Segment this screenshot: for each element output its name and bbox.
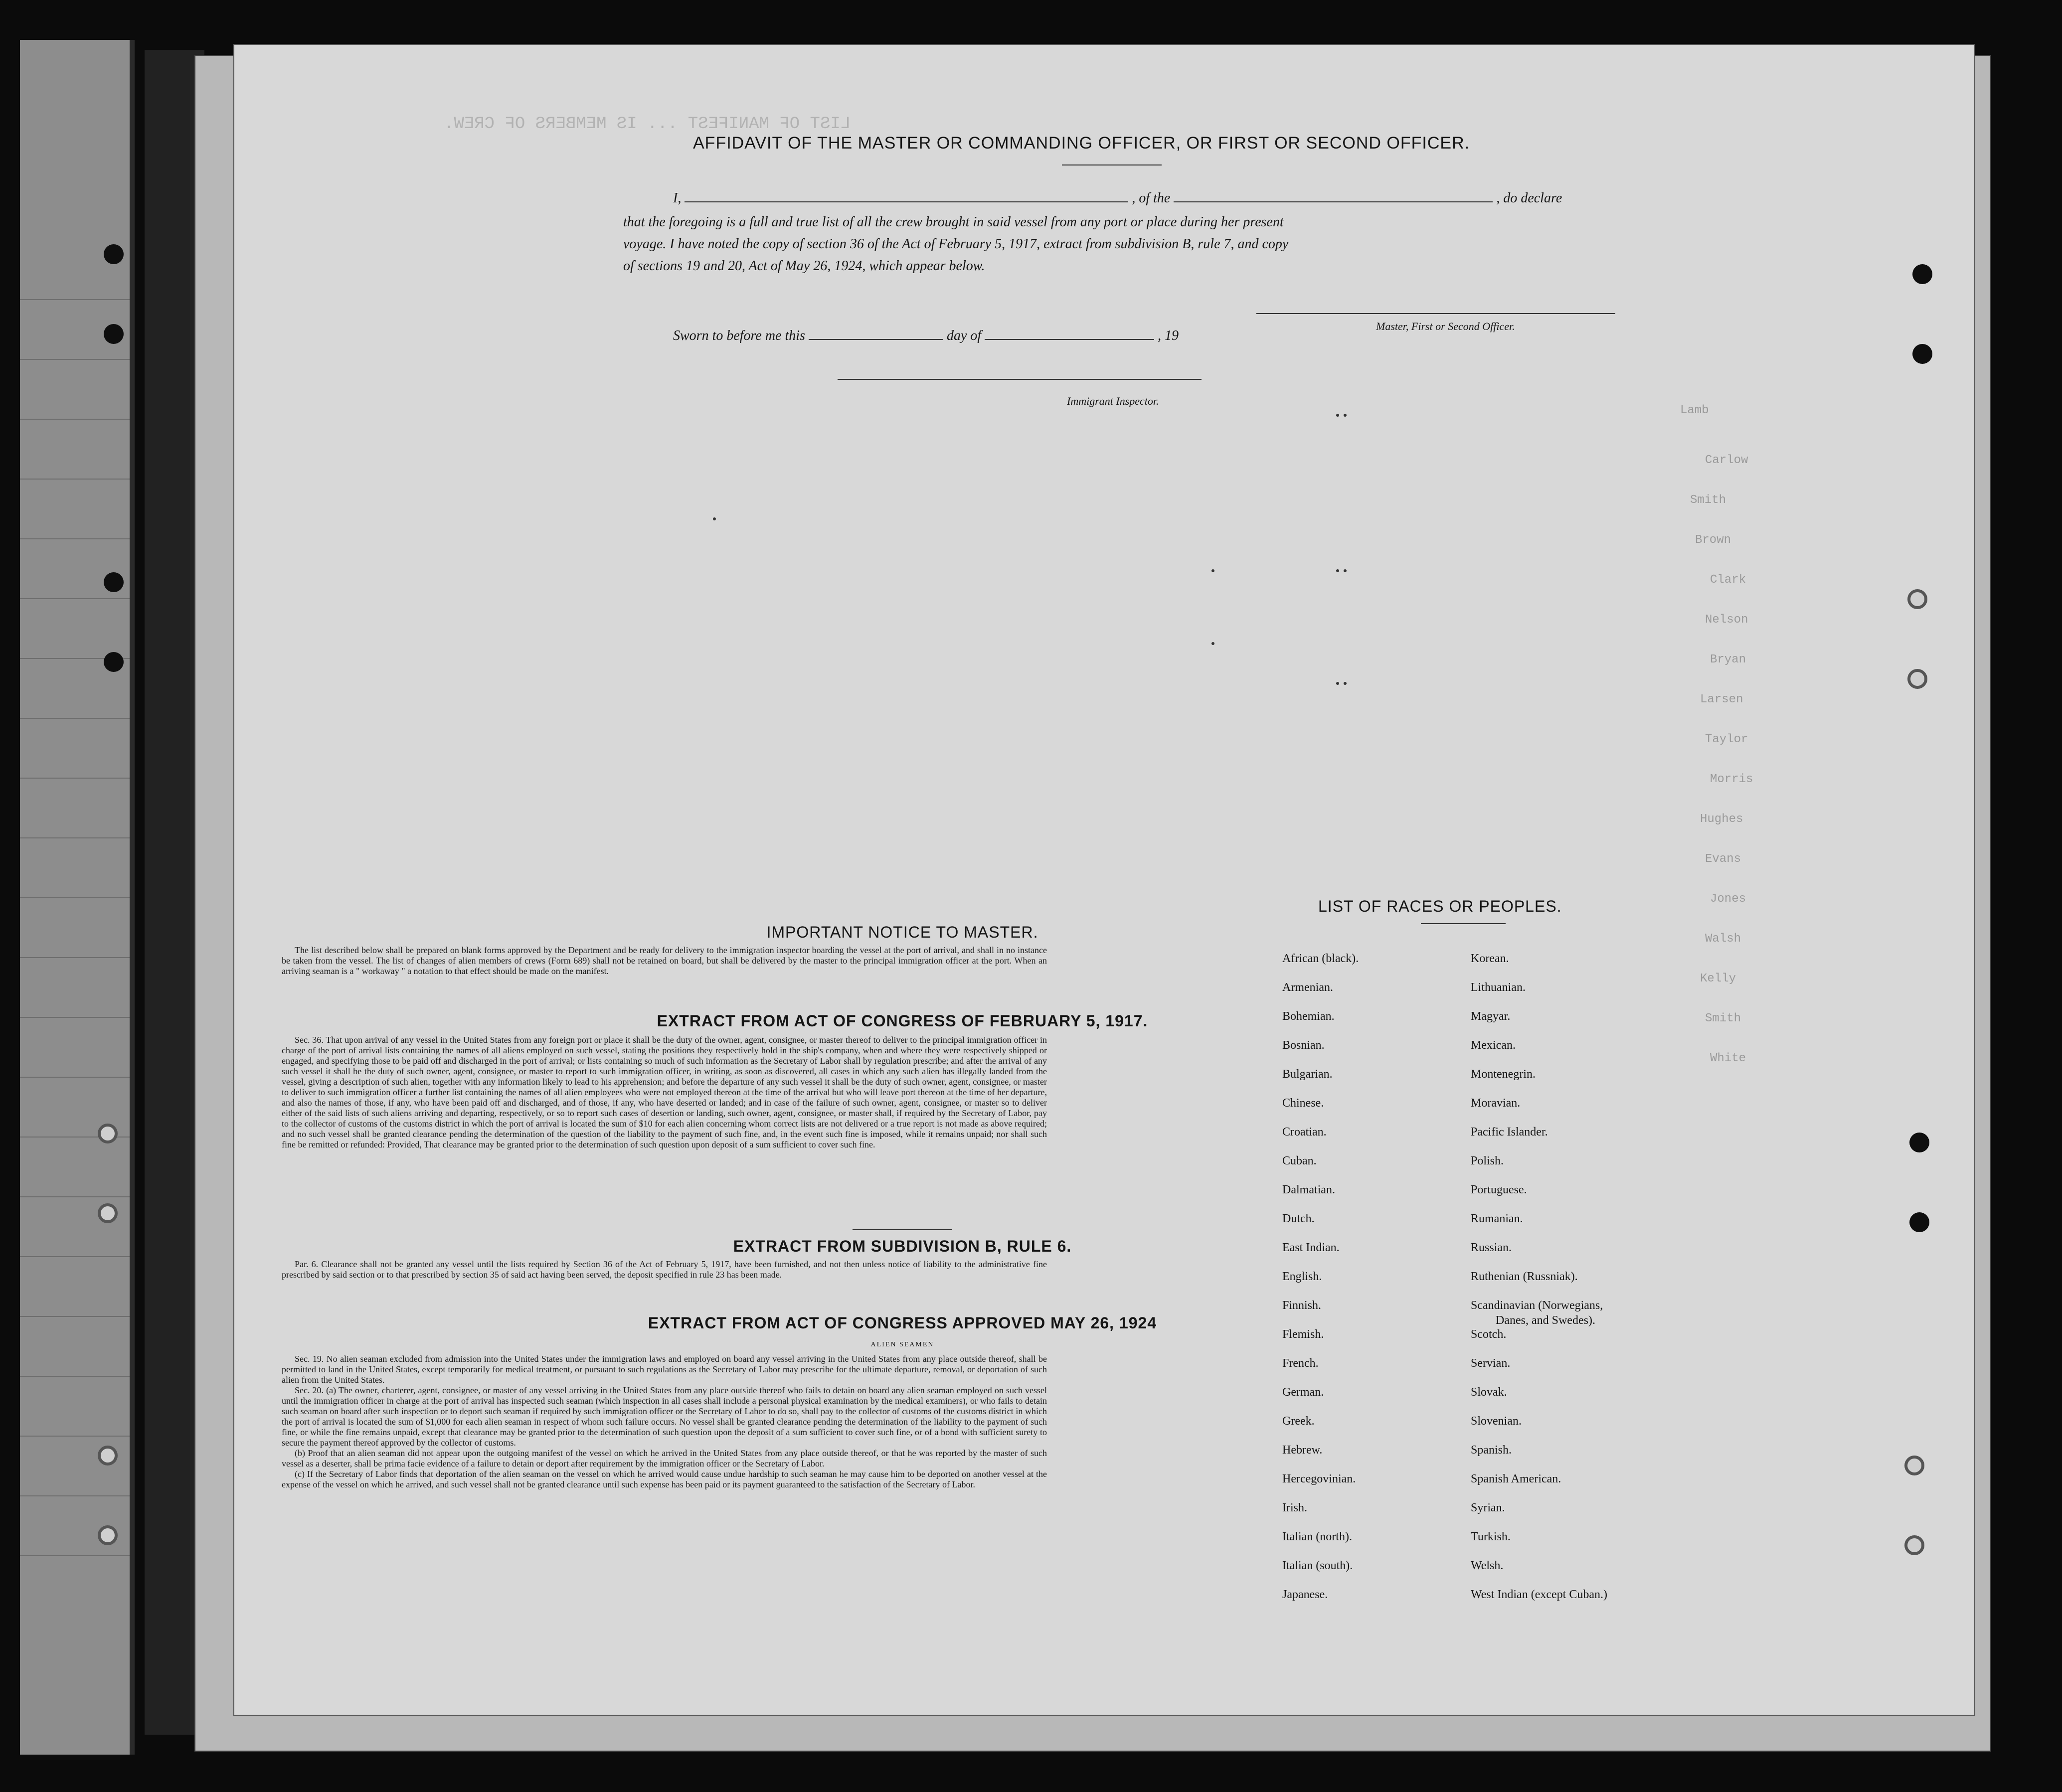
- extract-1924-subtitle: ALIEN SEAMEN: [870, 1341, 934, 1348]
- binder-hole: [98, 1446, 118, 1466]
- section-rule: [853, 1229, 952, 1230]
- affidavit-i-label: I,: [673, 190, 682, 206]
- binder-hole: [1907, 669, 1927, 689]
- show-through-name: Clark: [1710, 573, 1746, 587]
- race-item: Slovenian.: [1471, 1415, 1522, 1428]
- notice-text: [282, 945, 1047, 977]
- race-item: Korean.: [1471, 952, 1509, 965]
- sworn-label: Sworn to before me this: [673, 328, 805, 343]
- binder-hole: [1909, 1133, 1929, 1152]
- race-item: Pacific Islander.: [1471, 1126, 1548, 1139]
- affidavit-of-the: , of the: [1132, 190, 1171, 206]
- races-rule: [1421, 923, 1506, 924]
- race-item: Bulgarian.: [1282, 1068, 1333, 1081]
- show-through-name: Lamb: [1680, 404, 1709, 417]
- extract-1924-title: EXTRACT FROM ACT OF CONGRESS APPROVED MAY 26, 1924: [648, 1314, 1157, 1332]
- race-item: Armenian.: [1282, 981, 1333, 994]
- binder-hole: [1912, 264, 1932, 284]
- affidavit-line-3: voyage. I have noted the copy of section 36 of the Act of February 5, 1917, extract from subdivision B, rule 7, and copy: [623, 236, 1289, 252]
- race-item: Irish.: [1282, 1501, 1307, 1514]
- race-item: Moravian.: [1471, 1097, 1521, 1110]
- affidavit-line-2: that the foregoing is a full and true list of all the crew brought in said vessel from any port or place during her present: [623, 214, 1284, 230]
- race-item: Slovak.: [1471, 1386, 1507, 1399]
- binder-hole: [1912, 344, 1932, 364]
- race-item: Syrian.: [1471, 1501, 1505, 1514]
- extract-rule6-paragraph: Par. 6. Clearance shall not be granted any vessel until the lists required by Section 36 of the Act of February 5, 1917, have been furnished, and not then unless notice of liability to the administrative fine prescribed by said section or to that prescribed by section 35 of said act having been served, the deposit specified in rule 23 has been made.: [282, 1259, 1047, 1280]
- show-through-name: Kelly: [1700, 972, 1736, 985]
- show-through-name: Larsen: [1700, 693, 1743, 706]
- race-item: Italian (south).: [1282, 1559, 1353, 1572]
- race-item: Dalmatian.: [1282, 1183, 1335, 1196]
- race-item: Scandinavian (Norwegians,: [1471, 1299, 1603, 1312]
- show-through-name: Smith: [1690, 493, 1726, 507]
- extract-rule6-text: [282, 1259, 1047, 1280]
- sworn-day-field[interactable]: [809, 328, 943, 340]
- binder-hole: [98, 1124, 118, 1143]
- race-item: Spanish.: [1471, 1444, 1512, 1457]
- extract-1917-title: EXTRACT FROM ACT OF CONGRESS OF FEBRUARY 5, 1917.: [657, 1012, 1148, 1030]
- race-item: Servian.: [1471, 1357, 1511, 1370]
- show-through-name: Taylor: [1705, 733, 1748, 746]
- binder-hole: [104, 652, 124, 672]
- master-name-field[interactable]: [685, 190, 1128, 202]
- race-item: Polish.: [1471, 1154, 1504, 1167]
- binder-hole: [1909, 1212, 1929, 1232]
- races-left-column: [1282, 952, 1359, 1617]
- race-item: English.: [1282, 1270, 1322, 1283]
- extract-rule6-title: EXTRACT FROM SUBDIVISION B, RULE 6.: [733, 1237, 1072, 1255]
- race-item: Mexican.: [1471, 1039, 1516, 1052]
- race-item: Turkish.: [1471, 1530, 1511, 1543]
- binder-hole: [104, 324, 124, 344]
- extract-1917-paragraph: Sec. 36. That upon arrival of any vessel in the United States from any foreign port or place it shall be the duty of the owner, agent, consignee, or master thereof to deliver to the principal immigration officer in charge of the port of arrival lists containing the names of all aliens employed on such vessel, stating the positions they respectively hold in the ship's company, when and where they were respectively shipped or engaged, and specifying those to be paid off and discharged in the port of arrival; or lists containing so much of such information as the Secretary of Labor shall by regulation prescribe; and after the arrival of any such vessel it shall be the duty of such owner, agent, consignee, or master to report to such immigration officer, in writing, as soon as discovered, all cases in which any such alien has illegally landed from the vessel, giving a description of such alien, together with any information likely to lead to his apprehension; and before the departure of any such vessel it shall be the duty of such owner, agent, consignee, or master to deliver to such immigration officer a further list containing the names of all alien employees who were not employed thereon at the time of the arrival but who will leave port thereon at the time of her departure, and also the names of those, if any, who have been paid off and discharged, and of those, if any, who have deserted or landed; and in case of the failure of such owner, agent, consignee, or master so to deliver either of the said lists of such aliens arriving and departing, respectively, or so to report such cases of desertion or landing, such owner, agent, consignee, or master shall, if required by the Secretary of Labor, pay to the collector of customs of the customs district in which the port of arrival is located the sum of $10 for each alien concerning whom correct lists are not delivered or a true report is not made as above required; and no such vessel shall be granted clearance pending the determination of the question of the liability to the payment of such fine, and, in the event such fine is imposed, while it remains unpaid; nor shall such fine be remitted or refunded: Provided, That clearance may be granted prior to the determination of such question upon deposit of a sum sufficient to cover such fine.: [282, 1035, 1047, 1149]
- race-item-continuation: Danes, and Swedes).: [1496, 1314, 1595, 1327]
- race-item: Scotch.: [1471, 1328, 1507, 1341]
- race-item: Magyar.: [1471, 1010, 1511, 1023]
- race-item: Lithuanian.: [1471, 981, 1526, 994]
- notice-title: IMPORTANT NOTICE TO MASTER.: [766, 923, 1038, 941]
- extract-1924-paragraph: (c) If the Secretary of Labor finds that deportation of the alien seaman on the vessel on which he arrived would cause undue hardship to such seaman he may cause him to be deported on another vessel at the expense of the vessel on which he arrived, and such vessel shall not be granted clearance until such expense has been paid or its payment guaranteed to the satisfaction of the Secretary of Labor.: [282, 1469, 1047, 1489]
- year-prefix: , 19: [1158, 328, 1179, 343]
- show-through-name: Carlow: [1705, 454, 1748, 467]
- master-signature-label: Master, First or Second Officer.: [1376, 320, 1515, 332]
- races-title: LIST OF RACES OR PEOPLES.: [1318, 897, 1562, 915]
- show-through-name: Brown: [1695, 533, 1731, 547]
- affidavit-line-4: of sections 19 and 20, Act of May 26, 1924, which appear below.: [623, 258, 985, 274]
- notice-paragraph: The list described below shall be prepared on blank forms approved by the Department and be ready for delivery to the immigration inspector boarding the vessel at the port of arrival, and shall in no instance be taken from the vessel. The list of changes of alien members of crews (Form 689) shall not be retained on board, but shall be delivered by the master to the principal immigration officer at the port. When an arriving seaman is a " workaway " a notation to that effect should be made on the manifest.: [282, 945, 1047, 976]
- sworn-line: [673, 328, 1179, 344]
- show-through-name: White: [1710, 1052, 1746, 1065]
- vessel-name-field[interactable]: [1174, 190, 1493, 202]
- race-item: African (black).: [1282, 952, 1359, 965]
- show-through-header: LIST OF MANIFEST ... IS MEMBERS OF CREW.: [444, 115, 851, 134]
- show-through-name: Nelson: [1705, 613, 1748, 627]
- race-item: Ruthenian (Russniak).: [1471, 1270, 1578, 1283]
- master-signature-line[interactable]: [1256, 313, 1615, 314]
- race-item: Montenegrin.: [1471, 1068, 1536, 1081]
- race-item: German.: [1282, 1386, 1324, 1399]
- race-item: Bohemian.: [1282, 1010, 1335, 1023]
- race-item: Welsh.: [1471, 1559, 1504, 1572]
- race-item: Hebrew.: [1282, 1444, 1323, 1457]
- race-item: Chinese.: [1282, 1097, 1324, 1110]
- race-item: Greek.: [1282, 1415, 1315, 1428]
- race-item: Rumanian.: [1471, 1212, 1523, 1225]
- race-item: Italian (north).: [1282, 1530, 1352, 1543]
- affidavit-do-declare: , do declare: [1496, 190, 1562, 206]
- extract-1924-paragraph: Sec. 20. (a) The owner, charterer, agent, consignee, or master of any vessel arriving in the United States from any place outside thereof who fails to detain on board any alien seaman employed on such vessel until the immigration officer in charge at the port of arrival has inspected such seaman (which inspection in all cases shall include a personal physical examination by the medical examiners), or who fails to detain such seaman on board after such inspection or to deport such seaman if required by such immigration officer or the Secretary of Labor to do so, shall pay to the collector of customs of the customs district in which the port of arrival is located the sum of $1,000 for each alien seaman in respect of whom such failure occurs. No vessel shall be granted clearance pending the determination of the liability to the payment of such fine, or while the fine remains unpaid, except that clearance may be granted prior to the determination of such question upon the deposit of a sum sufficient to cover such fine, or of a bond with sufficient surety to secure the payment thereof approved by the collector of customs.: [282, 1385, 1047, 1448]
- binder-hole: [104, 244, 124, 264]
- show-through-name: Bryan: [1710, 653, 1746, 666]
- left-ledger-strip: [20, 40, 135, 1755]
- manifest-page: [234, 45, 1974, 1715]
- show-through-name: Evans: [1705, 852, 1741, 866]
- extract-1924-paragraph: Sec. 19. No alien seaman excluded from admission into the United States under the immigration laws and employed on board any vessel arriving in the United States from any place outside thereof, shall be permitted to land in the United States, except temporarily for medical treatment, or pursuant to such regulations as the Secretary of Labor may prescribe for the ultimate departure, removal, or deportation of such alien from the United States.: [282, 1354, 1047, 1385]
- race-item: Flemish.: [1282, 1328, 1324, 1341]
- race-item: West Indian (except Cuban.): [1471, 1588, 1607, 1601]
- binder-hole: [1904, 1535, 1924, 1555]
- extract-1917-text: [282, 1035, 1047, 1150]
- race-item: Finnish.: [1282, 1299, 1322, 1312]
- show-through-name: Walsh: [1705, 932, 1741, 946]
- day-of-label: day of: [946, 328, 982, 343]
- show-through-name: Smith: [1705, 1012, 1741, 1025]
- race-item: Bosnian.: [1282, 1039, 1325, 1052]
- binder-hole: [1904, 1456, 1924, 1475]
- race-item: Cuban.: [1282, 1154, 1317, 1167]
- race-item: Russian.: [1471, 1241, 1512, 1254]
- title-rule: [1062, 164, 1162, 165]
- binder-hole: [104, 572, 124, 592]
- show-through-name: Jones: [1710, 892, 1746, 906]
- race-item: East Indian.: [1282, 1241, 1340, 1254]
- binder-hole: [98, 1525, 118, 1545]
- extract-1924-paragraph: (b) Proof that an alien seaman did not appear upon the outgoing manifest of the vessel on which he arrived in the United States from any place outside thereof, or that he was reported by the master of such vessel as a deserter, shall be prima facie evidence of a failure to detain or deport after requirement by the immigration officer or the Secretary of Labor.: [282, 1448, 1047, 1468]
- race-item: French.: [1282, 1357, 1319, 1370]
- binder-hole: [98, 1203, 118, 1223]
- races-right-column: [1471, 952, 1607, 1617]
- show-through-name: Hughes: [1700, 813, 1743, 826]
- race-item: Croatian.: [1282, 1126, 1327, 1139]
- inspector-label: Immigrant Inspector.: [1067, 395, 1159, 407]
- inspector-signature-line[interactable]: [838, 379, 1202, 380]
- affidavit-line-1: [673, 190, 1562, 206]
- race-item: Japanese.: [1282, 1588, 1328, 1601]
- affidavit-title: AFFIDAVIT OF THE MASTER OR COMMANDING OFFICER, OR FIRST OR SECOND OFFICER.: [693, 134, 1470, 153]
- race-item: Portuguese.: [1471, 1183, 1527, 1196]
- race-item: Dutch.: [1282, 1212, 1315, 1225]
- binder-hole: [1907, 589, 1927, 609]
- race-item: Spanish American.: [1471, 1472, 1561, 1485]
- sworn-month-field[interactable]: [985, 328, 1154, 340]
- race-item: Hercegovinian.: [1282, 1472, 1356, 1485]
- extract-1924-text: [282, 1354, 1047, 1490]
- show-through-name: Morris: [1710, 773, 1753, 786]
